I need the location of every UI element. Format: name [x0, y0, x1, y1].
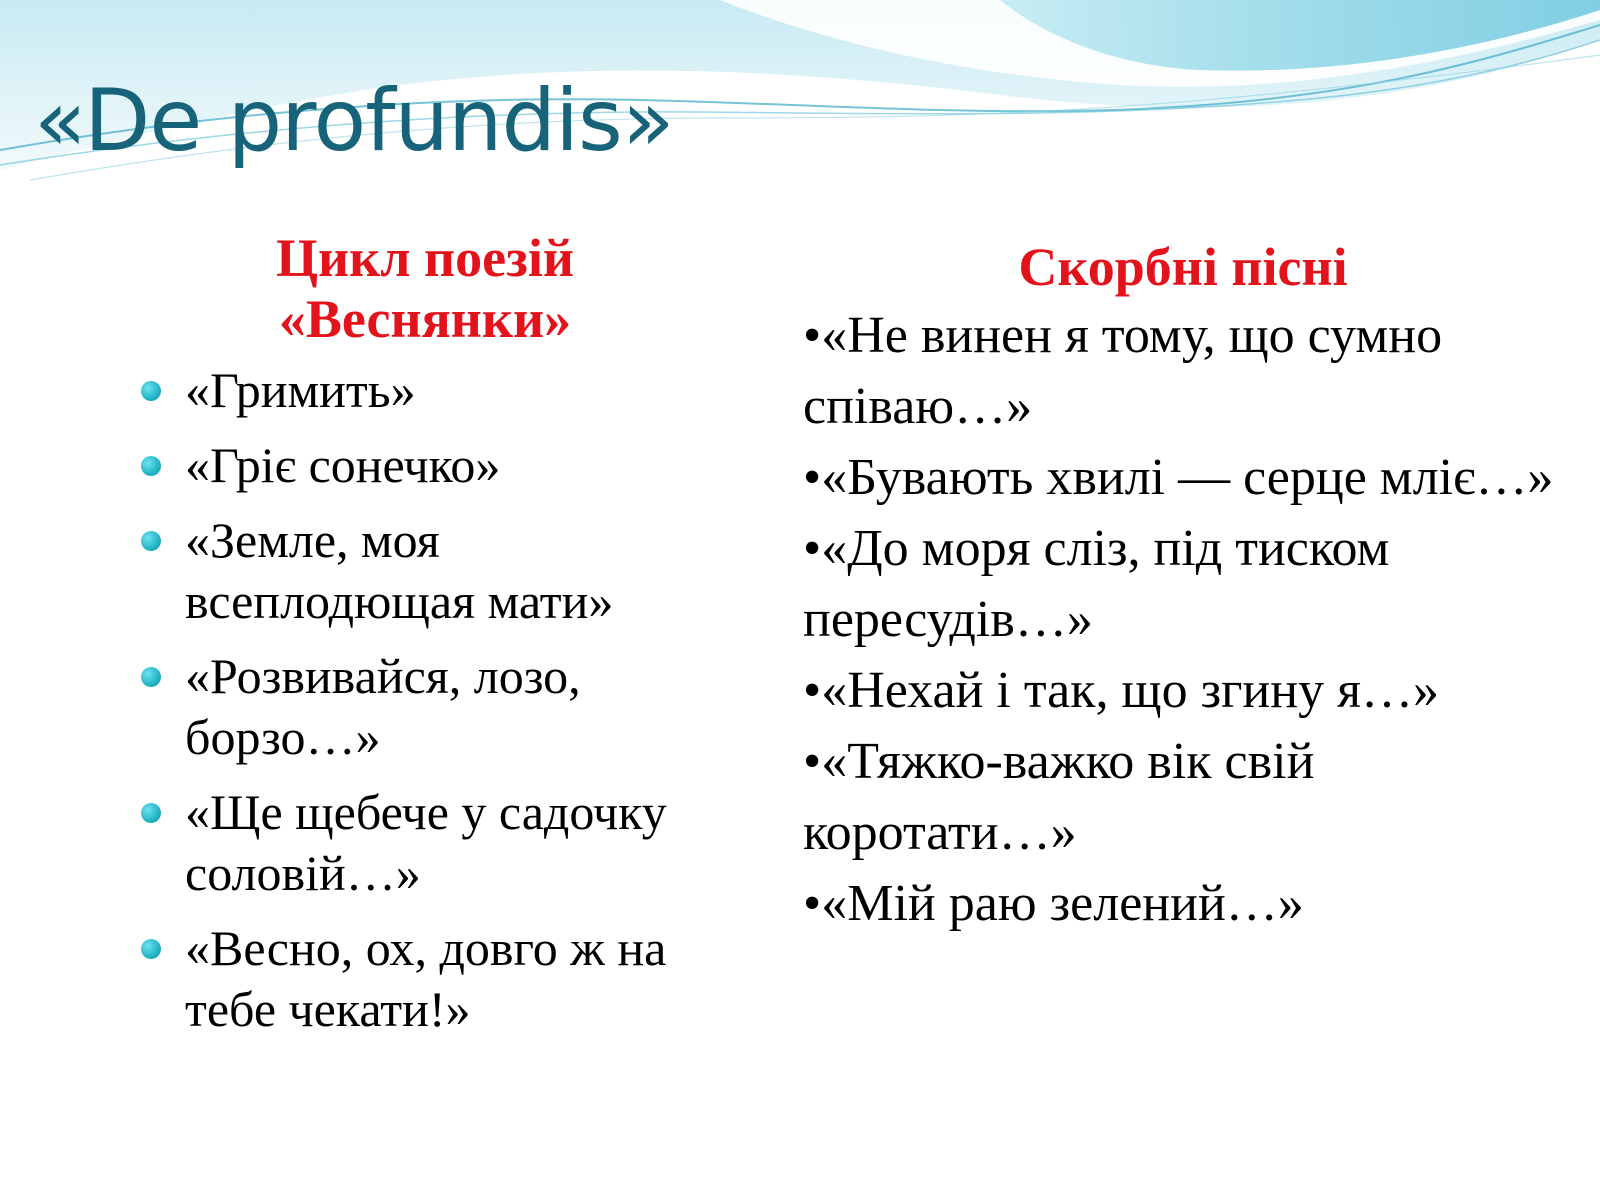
slide-title: «De profundis»: [34, 71, 674, 171]
poem-title: «Гримить»: [185, 362, 416, 418]
list-item: •«Не винен я тому, що сумно співаю…»: [803, 307, 1443, 435]
list-item: •«Бувають хвилі — серце мліє…»: [803, 449, 1554, 506]
list-item: •«Тяжко-важко вік свій коротати…»: [803, 733, 1315, 861]
left-heading-line2: «Веснянки»: [278, 289, 572, 349]
poem-title: «Земле, моя всеплодющая мати»: [185, 512, 614, 629]
bullet-dot-icon: [141, 803, 161, 823]
list-item: •«Мій раю зелений…»: [803, 875, 1304, 932]
bullet-dot-icon: [141, 667, 161, 687]
bullet-dot-icon: [141, 381, 161, 401]
list-item: •«Нехай і так, що згину я…»: [803, 662, 1440, 719]
bullet-dot-icon: [141, 531, 161, 551]
bullet-dot-icon: [141, 456, 161, 476]
list-item: [135, 360, 725, 421]
left-column-heading: [135, 228, 715, 350]
poem-title: «Весно, ох, довго ж на тебе чекати!»: [185, 920, 667, 1037]
left-heading-line1: Цикл поезій: [276, 228, 574, 288]
right-column-heading: Скорбні пісні: [1018, 237, 1348, 297]
list-item: [135, 646, 725, 768]
list-item: [135, 435, 725, 496]
right-column: [803, 236, 1563, 939]
list-item: [135, 918, 725, 1040]
song-list: [803, 300, 1563, 939]
poem-title: «Гріє сонечко»: [185, 437, 501, 493]
poem-list: [135, 360, 725, 1040]
list-item: •«До моря сліз, під тиском пересудів…»: [803, 520, 1390, 648]
poem-title: «Ще щебече у садочку соловій…»: [185, 784, 667, 901]
left-column: [135, 228, 725, 1054]
list-item: [135, 510, 725, 632]
poem-title: «Розвивайся, лозо, борзо…»: [185, 648, 581, 765]
bullet-dot-icon: [141, 939, 161, 959]
list-item: [135, 782, 725, 904]
